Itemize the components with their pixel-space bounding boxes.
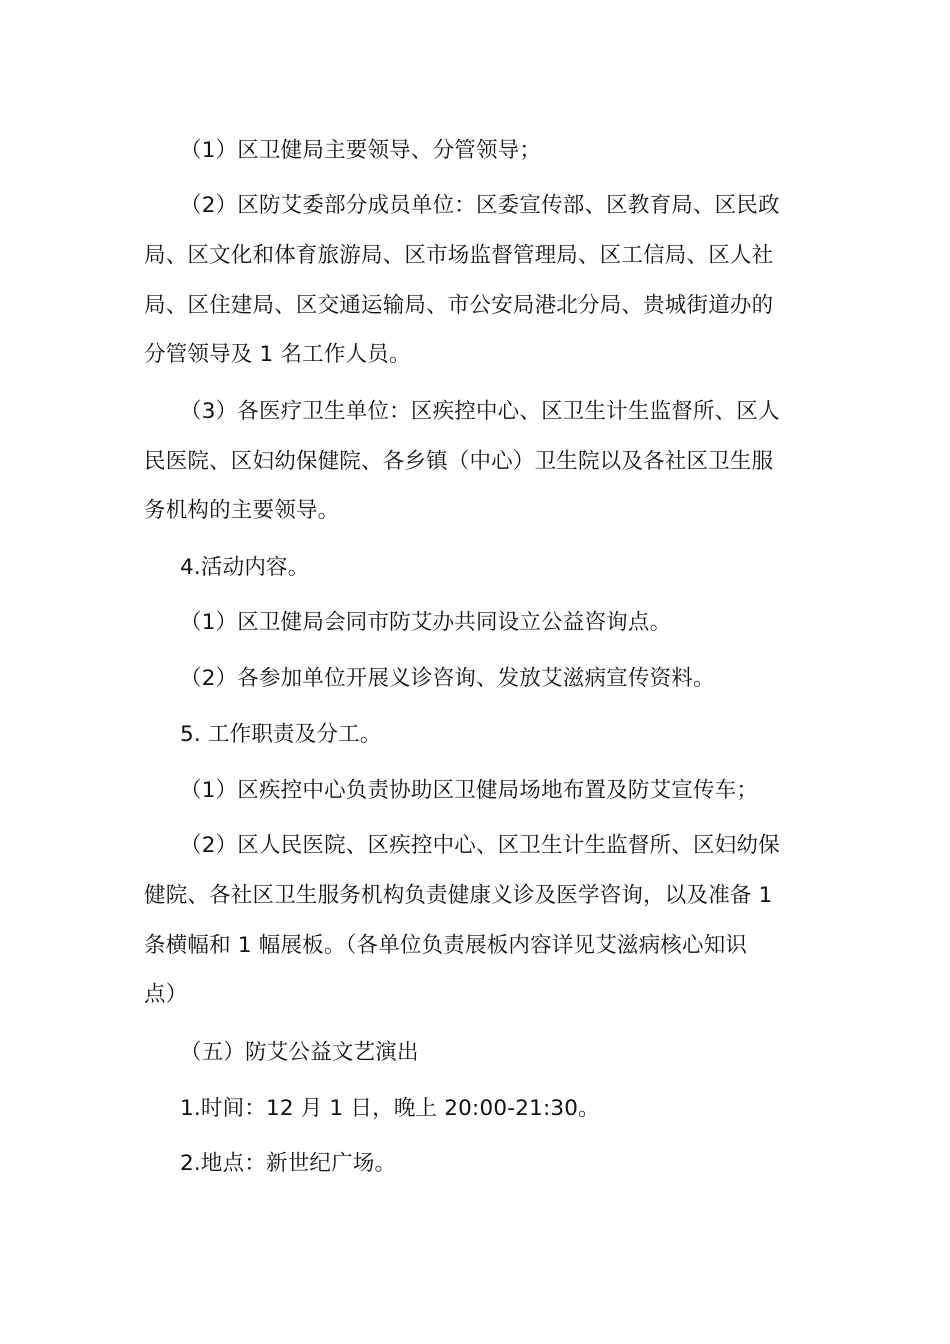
paragraph-line: （2）区人民医院、区疾控中心、区卫生计生监督所、区妇幼保 bbox=[180, 833, 780, 858]
paragraph-line: 务机构的主要领导。 bbox=[144, 498, 340, 523]
paragraph-line: 局、区文化和体育旅游局、区市场监督管理局、区工信局、区人社 bbox=[144, 243, 774, 268]
paragraph-line: （2）区防艾委部分成员单位：区委宣传部、区教育局、区民政 bbox=[180, 193, 780, 218]
paragraph-line: 条横幅和 1 幅展板。（各单位负责展板内容详见艾滋病核心知识 bbox=[144, 933, 748, 958]
paragraph-line: （1）区疾控中心负责协助区卫健局场地布置及防艾宣传车； bbox=[180, 778, 759, 803]
paragraph-line: 2.地点：新世纪广场。 bbox=[180, 1151, 397, 1176]
paragraph-line: （2）各参加单位开展义诊咨询、发放艾滋病宣传资料。 bbox=[180, 666, 715, 691]
paragraph-line: 民医院、区妇幼保健院、各乡镇（中心）卫生院以及各社区卫生服 bbox=[144, 449, 774, 474]
paragraph-line: 分管领导及 1 名工作人员。 bbox=[144, 342, 411, 367]
paragraph-line: （3）各医疗卫生单位：区疾控中心、区卫生计生监督所、区人 bbox=[180, 399, 780, 424]
paragraph-line: 1.时间：12 月 1 日，晚上 20:00-21:30。 bbox=[180, 1096, 600, 1121]
section-heading: 5. 工作职责及分工。 bbox=[180, 722, 382, 747]
section-heading: 4.活动内容。 bbox=[180, 555, 310, 580]
paragraph-line: 点） bbox=[144, 982, 188, 1007]
section-heading: （五）防艾公益文艺演出 bbox=[180, 1040, 419, 1065]
paragraph-line: （1）区卫健局主要领导、分管领导； bbox=[180, 138, 542, 163]
paragraph-line: 局、区住建局、区交通运输局、市公安局港北分局、贵城街道办的 bbox=[144, 293, 774, 318]
paragraph-line: （1）区卫健局会同市防艾办共同设立公益咨询点。 bbox=[180, 610, 672, 635]
paragraph-line: 健院、各社区卫生服务机构负责健康义诊及医学咨询，以及准备 1 bbox=[144, 883, 773, 908]
